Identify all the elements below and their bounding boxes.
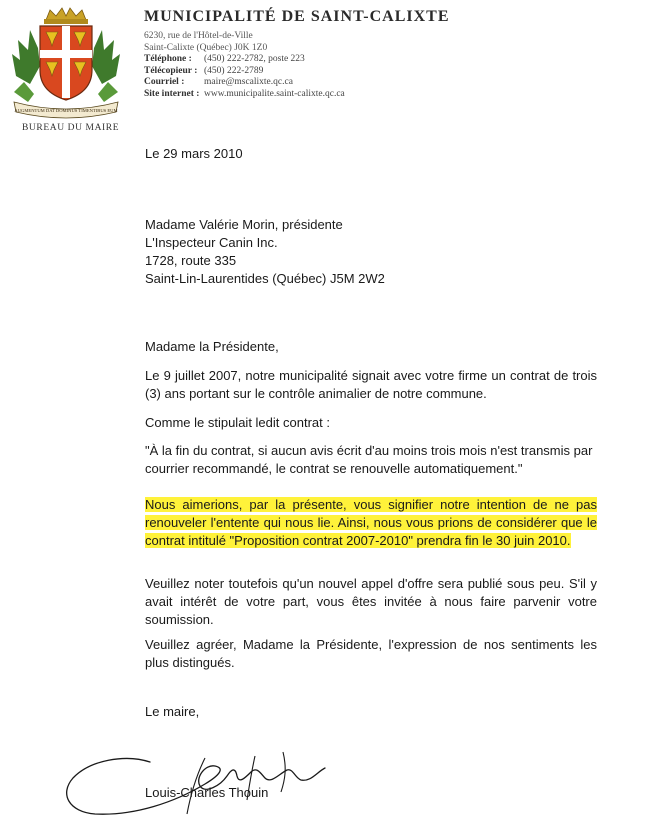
- contact-value[interactable]: www.municipalite.saint-calixte.qc.ca: [204, 88, 345, 99]
- municipal-coat-of-arms: [10, 6, 122, 122]
- contact-phone: [144, 54, 450, 66]
- salutation: Madame la Présidente,: [145, 339, 279, 354]
- motto-text: AUGMENTUM DAT DOMINUS TIMENTIBUS EUM: [14, 108, 118, 113]
- municipality-name: MUNICIPALITÉ DE SAINT-CALIXTE: [144, 8, 450, 25]
- office-label: BUREAU DU MAIRE: [22, 123, 120, 133]
- recipient-line: 1728, route 335: [145, 253, 237, 268]
- paragraph-contract-history: Le 9 juillet 2007, notre municipalité signait avec votre firme un contrat de trois (3) ans portant sur le contrôle animalier de notre commune.: [145, 368, 597, 401]
- contact-label: Télécopieur :: [144, 65, 198, 76]
- signer-name: Louis-Charles Thouin: [145, 785, 269, 800]
- crown: [46, 8, 86, 20]
- paragraph-contract-stipulation: Comme le stipulait ledit contrat :: [145, 415, 330, 430]
- address-line-1: 6230, rue de l'Hôtel-de-Ville: [144, 31, 253, 41]
- closing-title: Le maire,: [145, 704, 200, 719]
- address-line-2: Saint-Calixte (Québec) J0K 1Z0: [144, 42, 268, 53]
- contract-clause-quote: "À la fin du contrat, si aucun avis écrit d'au moins trois mois n'est transmis par courrier recommandé, le contrat se renouvelle automatiquement.": [145, 443, 593, 476]
- letterhead: [144, 8, 450, 100]
- contact-fax: [144, 66, 450, 78]
- contact-email: [144, 77, 450, 89]
- contact-label: Courriel :: [144, 77, 185, 87]
- contact-value: (450) 222-2789: [204, 65, 264, 76]
- maple-leaves-left: [12, 30, 40, 102]
- letter-date: Le 29 mars 2010: [145, 146, 243, 161]
- paragraph-termination-notice: [145, 496, 597, 550]
- contact-website: [144, 89, 450, 101]
- contact-value[interactable]: maire@mscalixte.qc.ca: [204, 77, 293, 87]
- paragraph-new-tender: Veuillez noter toutefois qu'un nouvel appel d'offre sera publié sous peu. S'il y avait intérêt de votre part, vous êtes invitée à nous faire parvenir votre soumission.: [145, 576, 597, 627]
- handwritten-signature: [55, 728, 355, 820]
- contact-label: Site internet :: [144, 88, 200, 99]
- contact-label: Téléphone :: [144, 54, 192, 64]
- recipient-line: Saint-Lin-Laurentides (Québec) J5M 2W2: [145, 271, 385, 286]
- recipient-block: [145, 216, 597, 288]
- contact-value: (450) 222-2782, poste 223: [204, 54, 305, 64]
- recipient-line: Madame Valérie Morin, présidente: [145, 217, 343, 232]
- highlighted-text: Nous aimerions, par la présente, vous signifier notre intention de ne pas renouveler l'entente qui nous lie. Ainsi, nous vous prions de considérer que le contrat intitulé "Proposition contrat 2007-2010" prendra fin le 30 juin 2010.: [145, 497, 597, 548]
- maple-leaves-right: [92, 30, 120, 102]
- recipient-line: L'Inspecteur Canin Inc.: [145, 235, 278, 250]
- paragraph-closing-formula: Veuillez agréer, Madame la Présidente, l'expression de nos sentiments les plus distingués.: [145, 637, 597, 670]
